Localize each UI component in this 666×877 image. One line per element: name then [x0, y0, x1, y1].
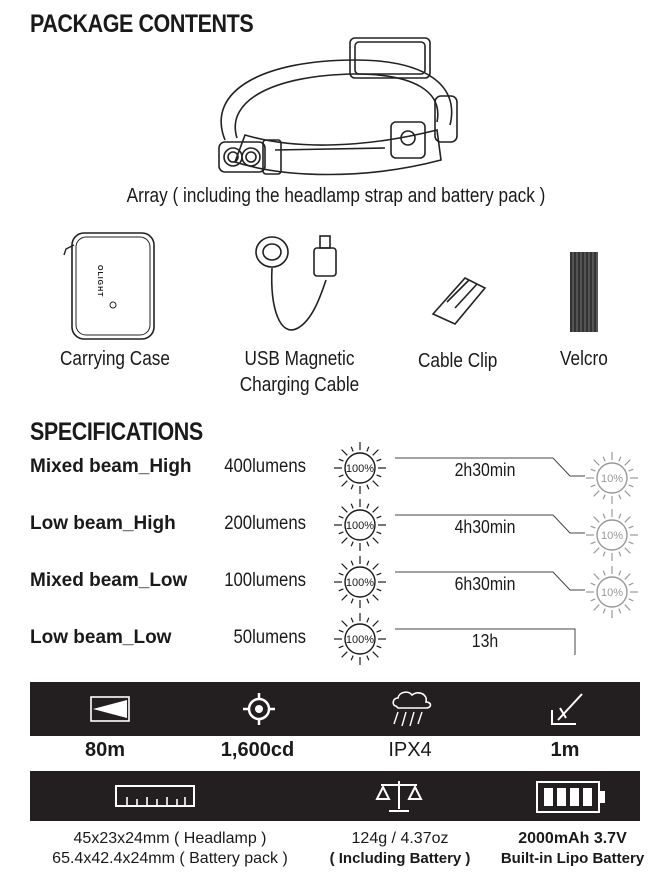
mode-lumens: 200lumens	[224, 513, 306, 534]
cable-clip-label: Cable Clip	[418, 350, 498, 372]
ruler-icon	[115, 785, 195, 807]
impact-value: 1m	[550, 739, 580, 761]
usb-cable-label-line1: USB Magnetic	[244, 348, 355, 370]
usb-cable-icon	[250, 228, 350, 348]
end-output-badge-text: 10%	[600, 473, 624, 485]
cable-clip-icon	[425, 268, 495, 328]
package-title: PACKAGE CONTENTS	[30, 10, 254, 38]
start-output-badge-text: 100%	[345, 634, 375, 646]
main-caption: Array ( including the headlamp strap and battery pack )	[126, 185, 546, 207]
mode-name: Mixed beam_Low	[30, 570, 188, 591]
start-output-badge	[332, 497, 388, 553]
weight-value: 124g / 4.37oz	[351, 830, 449, 847]
mode-name: Mixed beam_High	[30, 456, 192, 477]
headlamp-illustration	[205, 30, 475, 190]
end-output-badge	[584, 564, 640, 620]
size-battery-pack: 65.4x42.4x24mm ( Battery pack )	[52, 850, 288, 867]
icon-bar-top	[30, 682, 640, 736]
carrying-case-icon	[60, 225, 160, 345]
end-output-badge	[584, 450, 640, 506]
mode-lumens: 50lumens	[233, 627, 306, 648]
usb-cable-label-line2: Charging Cable	[239, 374, 360, 396]
distance-value: 80m	[84, 739, 126, 761]
velcro-icon	[570, 252, 598, 332]
mode-lumens: 400lumens	[224, 456, 306, 477]
mode-runtime: 6h30min	[454, 574, 516, 594]
icon-bar-bottom	[30, 771, 640, 821]
mode-runtime: 4h30min	[454, 517, 516, 537]
start-output-badge	[332, 440, 388, 496]
case-brand: OLIGHT	[96, 265, 103, 298]
target-icon	[242, 692, 276, 726]
velcro-label: Velcro	[560, 348, 608, 370]
start-output-badge	[332, 554, 388, 610]
mode-runtime: 13h	[471, 631, 499, 651]
start-output-badge-text: 100%	[345, 463, 375, 475]
end-output-badge-text: 10%	[600, 530, 624, 542]
end-output-badge-text: 10%	[600, 587, 624, 599]
size-headlamp: 45x23x24mm ( Headlamp )	[73, 830, 267, 847]
battery-icon	[536, 781, 606, 813]
mode-name: Low beam_High	[30, 513, 176, 534]
end-output-badge	[584, 507, 640, 563]
weight-scale-icon	[375, 777, 423, 815]
mode-lumens: 100lumens	[224, 570, 306, 591]
weight-note: ( Including Battery )	[329, 850, 471, 867]
battery-type: Built-in Lipo Battery	[500, 850, 645, 867]
rain-cloud-icon	[388, 688, 434, 730]
start-output-badge	[332, 611, 388, 667]
carrying-case-label: Carrying Case	[60, 348, 170, 370]
mode-name: Low beam_Low	[30, 627, 172, 648]
water-rating-value: IPX4	[388, 739, 432, 761]
intensity-value: 1,600cd	[220, 739, 295, 761]
start-output-badge-text: 100%	[345, 577, 375, 589]
battery-capacity: 2000mAh 3.7V	[518, 830, 627, 847]
impact-resistance-icon	[548, 690, 586, 728]
beam-distance-icon	[90, 696, 130, 722]
specs-title: SPECIFICATIONS	[30, 418, 203, 446]
mode-runtime: 2h30min	[454, 460, 516, 480]
start-output-badge-text: 100%	[345, 520, 375, 532]
